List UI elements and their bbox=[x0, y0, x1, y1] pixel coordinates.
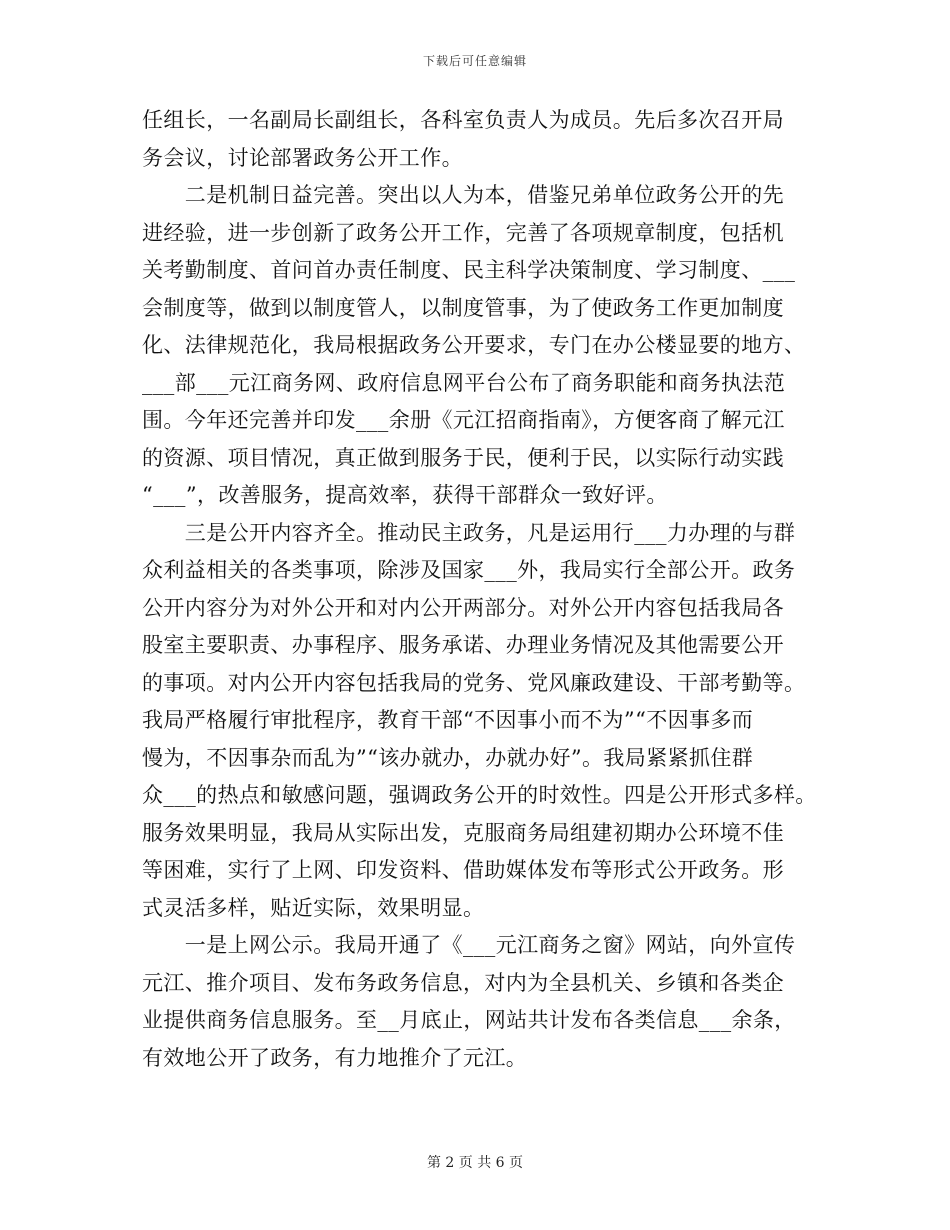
body-line: 服务效果明显，我局从实际出发，克服商务局组建初期办公环境不佳 bbox=[142, 820, 784, 845]
body-line: 围。今年还完善并印发___余册《元江招商指南》，方便客商了解元江 bbox=[142, 408, 785, 432]
body-line: 二是机制日益完善。突出以人为本，借鉴兄弟单位政务公开的先 bbox=[142, 183, 784, 207]
page-number-footer: 第 2 页 共 6 页 bbox=[426, 1155, 524, 1171]
body-line: 公开内容分为对外公开和对内公开两部分。对外公开内容包括我局各 bbox=[142, 595, 784, 620]
body-line: 关考勤制度、首问首办责任制度、民主科学决策制度、学习制度、___ bbox=[142, 258, 796, 282]
body-line: 众___的热点和敏感问题，强调政务公开的时效性。四是公开形式多样。 bbox=[142, 783, 817, 807]
body-line: 三是公开内容齐全。推动民主政务，凡是运用行___力办理的与群 bbox=[142, 520, 796, 545]
body-line: “___”，改善服务，提高效率，获得干部群众一致好评。 bbox=[142, 483, 668, 507]
body-line: 的事项。对内公开内容包括我局的党务、党风廉政建设、干部考勤等。 bbox=[142, 670, 806, 695]
body-line: 化、法律规范化，我局根据政务公开要求，专门在办公楼显要的地方、 bbox=[142, 333, 806, 357]
body-line: 众利益相关的各类事项，除涉及国家___外，我局实行全部公开。政务 bbox=[142, 558, 796, 582]
body-line: 式灵活多样，贴近实际，效果明显。 bbox=[142, 895, 485, 920]
body-line: 会制度等，做到以制度管人，以制度管事，为了使政务工作更加制度 bbox=[142, 295, 784, 320]
body-line: 慢为，不因事杂而乱为”“该办就办，办就办好”。我局紧紧抓住群 bbox=[142, 745, 754, 770]
body-line: 股室主要职责、办事程序、服务承诺、办理业务情况及其他需要公开 bbox=[142, 633, 784, 657]
body-line: 一是上网公示。我局开通了《___元江商务之窗》网站，向外宣传 bbox=[142, 933, 796, 957]
body-line: 业提供商务信息服务。至__月底止，网站共计发布各类信息___余条， bbox=[142, 1008, 796, 1032]
body-line: 元江、推介项目、发布务政务信息，对内为全县机关、乡镇和各类企 bbox=[142, 970, 784, 995]
body-line: 的资源、项目情况，真正做到服务于民，便利于民，以实际行动实践 bbox=[142, 445, 784, 470]
body-line: 进经验，进一步创新了政务公开工作，完善了各项规章制度，包括机 bbox=[142, 220, 784, 245]
page-header: 下载后可任意编辑 bbox=[422, 54, 527, 68]
body-line: 有效地公开了政务，有力地推介了元江。 bbox=[142, 1045, 528, 1070]
body-line: 任组长，一名副局长副组长，各科室负责人为成员。先后多次召开局 bbox=[142, 108, 784, 132]
body-line: 等困难，实行了上网、印发资料、借助媒体发布等形式公开政务。形 bbox=[142, 858, 784, 882]
document-body bbox=[142, 102, 817, 1077]
body-line: ___部___元江商务网、政府信息网平台公布了商务职能和商务执法范 bbox=[142, 370, 786, 395]
body-line: 我局严格履行审批程序，教育干部“不因事小而不为”“不因事多而 bbox=[142, 708, 754, 732]
body-line: 务会议，讨论部署政务公开工作。 bbox=[142, 145, 463, 170]
